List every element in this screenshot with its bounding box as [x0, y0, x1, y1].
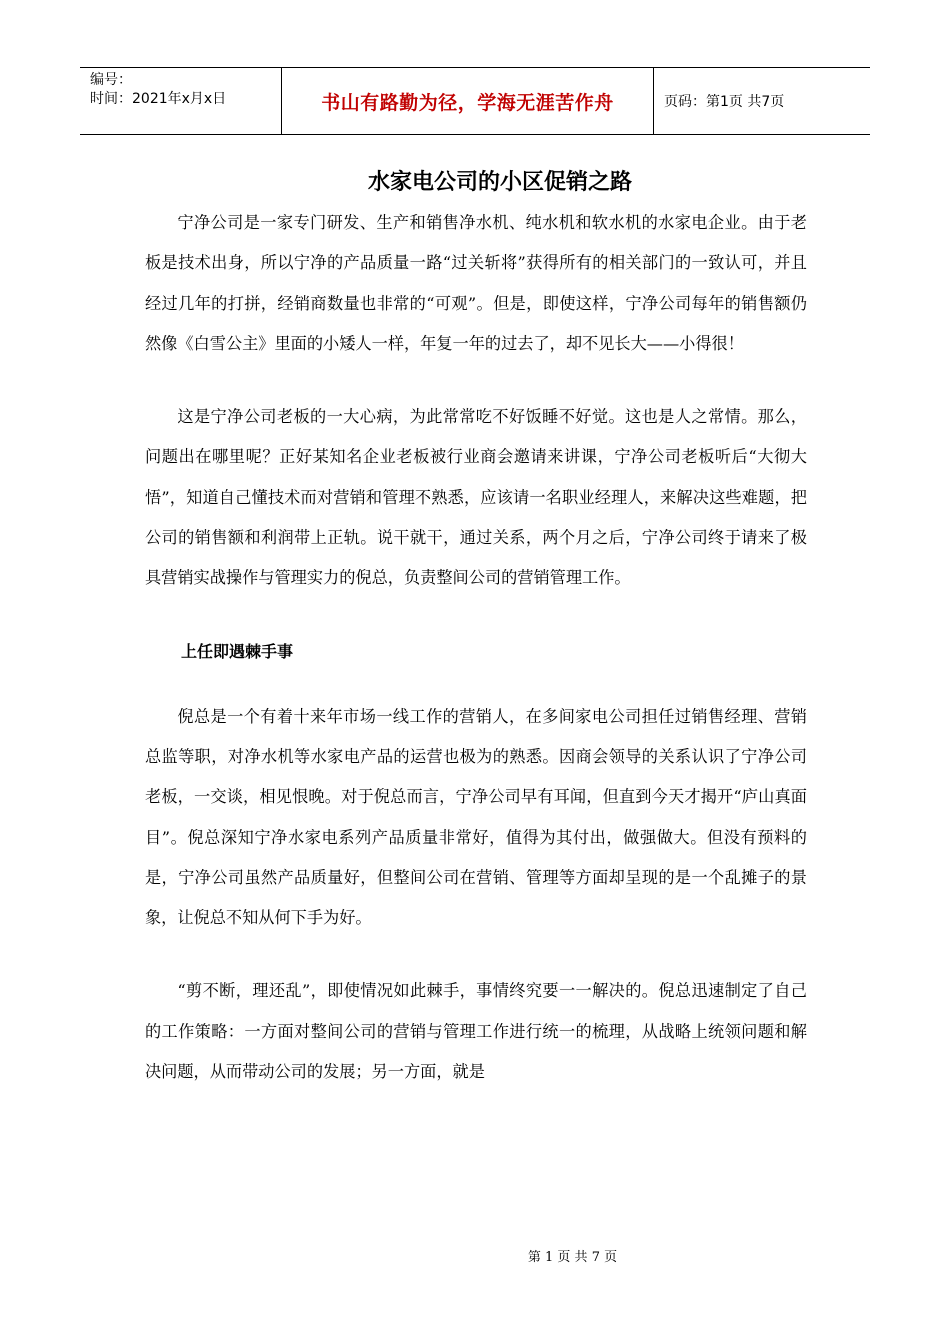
- document-title: 水家电公司的小区促销之路: [367, 170, 632, 195]
- header-number-label: 编号：: [90, 72, 132, 88]
- section-heading: 上任即遇棘手事: [181, 641, 294, 661]
- paragraph: 倪总是一个有着十来年市场一线工作的营销人，在多间家电公司担任过销售经理、营销总监等职，对净水机等水家电产品的运营也极为的熟悉。因商会领导的关系认识了宁净公司老板，一交谈，相见恨晚。对于倪总而言，宁净公司早有耳闻，但直到今天才揭开“庐山真面目”。倪总深知宁净水家电系列产品质量非常好，值得为其付出，做强做大。但没有预料的是，宁净公司虽然产品质量好，但整间公司在营销、管理等方面却呈现的是一个乱摊子的景象，让倪总不知从何下手为好。: [145, 706, 807, 928]
- paragraph: 宁净公司是一家专门研发、生产和销售净水机、纯水机和软水机的水家电企业。由于老板是技术出身，所以宁净的产品质量一路“过关斩将”获得所有的相关部门的一致认可，并且经过几年的打拼，经销商数量也非常的“可观”。但是，即使这样，宁净公司每年的销售额仍然像《白雪公主》里面的小矮人一样，年复一年的过去了，却不见长大——小得很！: [145, 213, 807, 353]
- header-meta: [80, 68, 282, 134]
- header-motto: 书山有路勤为径，学海无涯苦作舟: [282, 68, 654, 134]
- page-footer: 第 1 页 共 7 页: [527, 1250, 618, 1265]
- document-header: [80, 67, 870, 135]
- paragraph: 这是宁净公司老板的一大心病，为此常常吃不好饭睡不好觉。这也是人之常情。那么，问题出在哪里呢？正好某知名企业老板被行业商会邀请来讲课，宁净公司老板听后“大彻大悟”，知道自己懂技术而对营销和管理不熟悉，应该请一名职业经理人，来解决这些难题，把公司的销售额和利润带上正轨。说干就干，通过关系，两个月之后，宁净公司终于请来了极具营销实战操作与管理实力的倪总，负责整间公司的营销管理工作。: [145, 407, 807, 588]
- header-date: 时间：2021年x月x日: [90, 91, 227, 107]
- paragraph: “剪不断，理还乱”，即使情况如此棘手，事情终究要一一解决的。倪总迅速制定了自己的工作策略：一方面对整间公司的营销与管理工作进行统一的梳理，从战略上统领问题和解决问题，从而带动公司的发展；另一方面，就是: [145, 981, 807, 1082]
- header-page-info: 页码：第1页 共7页: [664, 94, 785, 110]
- document-body: [145, 203, 807, 1092]
